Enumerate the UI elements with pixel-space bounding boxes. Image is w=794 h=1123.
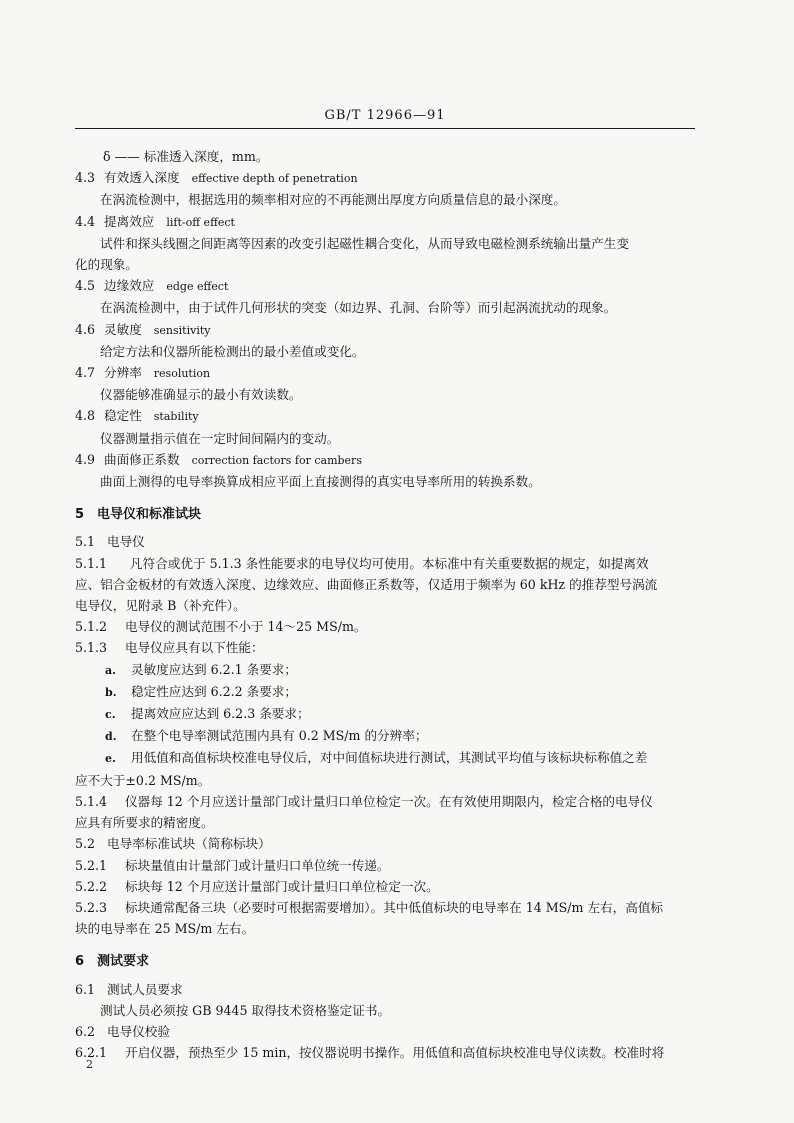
section-number: 6 xyxy=(75,954,85,970)
clause-text: 电导仪应具有以下性能： xyxy=(125,640,264,656)
page-number: 2 xyxy=(86,1058,93,1071)
term-4-9 xyxy=(75,449,699,471)
clause-5-2-2 xyxy=(75,876,699,897)
clause-text: 仪器每 12 个月应送计量部门或计量归口单位检定一次。在有效使用期限内，检定合格的电导仪 xyxy=(125,793,653,809)
clause-number: 4.8 xyxy=(75,408,96,424)
term-definition: 曲面上测得的电导率换算成相应平面上直接测得的真实电导率所用的转换系数。 xyxy=(100,474,541,490)
clause-5-1 xyxy=(75,531,699,552)
list-marker: e. xyxy=(105,752,116,766)
clause-6-2 xyxy=(75,1021,699,1042)
clause-number: 4.5 xyxy=(75,278,96,294)
clause-text: 标块每 12 个月应送计量部门或计量归口单位检定一次。 xyxy=(125,878,439,894)
clause-5-1-1-cont: 电导仪，见附录 B（补充件）。 xyxy=(75,598,246,614)
term-en: resolution xyxy=(153,367,211,381)
list-marker: b. xyxy=(105,685,117,699)
list-text: 在整个电导率测试范围内具有 0.2 MS/m 的分辨率； xyxy=(131,728,428,744)
term-en: edge effect xyxy=(166,280,229,294)
clause-number: 5.1.3 xyxy=(75,640,108,656)
clause-5-1-1 xyxy=(75,553,699,574)
clause-6-1-text: 测试人员必须按 GB 9445 取得技术资格鉴定证书。 xyxy=(100,1002,391,1018)
term-zh: 有效透入深度 xyxy=(104,170,180,186)
clause-number: 4.4 xyxy=(75,213,96,229)
clause-number: 5.2.1 xyxy=(75,857,108,873)
term-zh: 曲面修正系数 xyxy=(104,451,180,467)
list-text: 用低值和高值标块校准电导仪后，对中间值标块进行测试，其测试平均值与该标块标称值之差 xyxy=(131,750,648,766)
list-marker: c. xyxy=(105,708,116,722)
term-definition-cont: 化的现象。 xyxy=(75,257,138,273)
term-en: sensitivity xyxy=(153,323,211,337)
term-definition: 在涡流检测中，根据选用的频率相对应的不再能测出厚度方向质量信息的最小深度。 xyxy=(100,192,566,208)
list-text: 灵敏度应达到 6.2.1 条要求； xyxy=(131,661,297,677)
clause-5-1-1-cont: 应、铝合金板材的有效透入深度、边缘效应、曲面修正系数等，仅适用于频率为 60 kHz 的推荐型号涡流 xyxy=(75,576,658,592)
term-definition: 给定方法和仪器所能检测出的最小差值或变化。 xyxy=(100,343,365,359)
clause-number: 5.1 xyxy=(75,534,96,550)
clause-title: 电导率标准试块（简称标块） xyxy=(107,836,271,852)
clause-number: 4.9 xyxy=(75,451,96,467)
clause-5-2 xyxy=(75,833,699,854)
term-en: effective depth of penetration xyxy=(191,172,358,186)
symbol-definition: δ —— 标准透入深度，mm。 xyxy=(103,149,269,164)
term-zh: 灵敏度 xyxy=(104,321,142,337)
term-definition: 仪器能够准确显示的最小有效读数。 xyxy=(100,387,302,403)
clause-number: 4.7 xyxy=(75,365,96,381)
term-en: lift-off effect xyxy=(166,215,235,229)
section-title: 电导仪和标准试块 xyxy=(97,507,202,523)
clause-title: 电导仪校验 xyxy=(107,1023,170,1039)
page-header: GB/T 12966—91 xyxy=(324,108,446,123)
clause-5-1-4 xyxy=(75,791,699,812)
term-4-7 xyxy=(75,362,699,384)
term-zh: 提离效应 xyxy=(104,213,155,229)
list-item-a xyxy=(75,659,699,681)
clause-title: 电导仪 xyxy=(107,534,145,550)
term-zh: 边缘效应 xyxy=(104,278,155,294)
term-zh: 稳定性 xyxy=(104,408,142,424)
section-6-heading xyxy=(75,951,699,972)
clause-5-1-3 xyxy=(75,637,699,658)
list-text: 提离效应应达到 6.2.3 条要求； xyxy=(131,706,310,722)
clause-number: 5.2.2 xyxy=(75,878,108,894)
list-item-c xyxy=(75,703,699,725)
clause-number: 5.1.4 xyxy=(75,793,108,809)
list-item-d xyxy=(75,725,699,747)
term-definition: 仪器测量指示值在一定时间间隔内的变动。 xyxy=(100,430,340,446)
term-definition: 在涡流检测中，由于试件几何形状的突变（如边界、孔洞、台阶等）而引起涡流扰动的现象。 xyxy=(100,300,617,316)
term-4-5 xyxy=(75,275,699,297)
clause-5-1-2 xyxy=(75,616,699,637)
list-item-b xyxy=(75,681,699,703)
clause-number: 5.2.3 xyxy=(75,899,108,915)
clause-text: 凡符合或优于 5.1.3 条性能要求的电导仪均可使用。本标准中有关重要数据的规定，如提离效 xyxy=(130,555,649,571)
term-definition: 试件和探头线圈之间距离等因素的改变引起磁性耦合变化，从而导致电磁检测系统输出量产生变 xyxy=(100,235,629,251)
clause-number: 5.1.2 xyxy=(75,619,108,635)
term-4-6 xyxy=(75,319,699,341)
clause-number: 6.2.1 xyxy=(75,1045,108,1061)
term-4-4 xyxy=(75,211,699,233)
clause-text: 开启仪器，预热至少 15 min，按仪器说明书操作。用低值和高值标块校准电导仪读数。校准时将 xyxy=(125,1045,665,1061)
list-item-e-cont: 应不大于±0.2 MS/m。 xyxy=(75,772,211,788)
clause-5-1-4-cont: 应具有所要求的精密度。 xyxy=(75,815,214,831)
term-en: correction factors for cambers xyxy=(191,453,362,467)
clause-number: 6.2 xyxy=(75,1023,96,1039)
section-5-heading xyxy=(75,504,699,525)
term-4-3 xyxy=(75,167,699,189)
clause-6-2-1 xyxy=(75,1042,699,1063)
clause-number: 4.3 xyxy=(75,170,96,186)
list-item-e xyxy=(75,747,699,769)
term-4-8 xyxy=(75,405,699,427)
clause-text: 标块通常配备三块（必要时可根据需要增加）。其中低值标块的电导率在 14 MS/m 左右，高值标 xyxy=(125,899,664,915)
clause-text: 电导仪的测试范围不小于 14～25 MS/m。 xyxy=(125,619,367,635)
section-title: 测试要求 xyxy=(97,954,150,970)
clause-title: 测试人员要求 xyxy=(107,981,183,997)
document-body xyxy=(75,146,699,1063)
clause-number: 6.1 xyxy=(75,981,96,997)
clause-text: 标块量值由计量部门或计量归口单位统一传递。 xyxy=(125,857,390,873)
clause-5-2-1 xyxy=(75,855,699,876)
term-zh: 分辨率 xyxy=(104,365,142,381)
list-text: 稳定性应达到 6.2.2 条要求； xyxy=(131,683,297,699)
clause-number: 5.2 xyxy=(75,836,96,852)
clause-5-2-3 xyxy=(75,897,699,918)
header-rule xyxy=(75,128,695,129)
list-marker: d. xyxy=(105,730,117,744)
list-marker: a. xyxy=(105,663,116,677)
clause-number: 5.1.1 xyxy=(75,555,108,571)
clause-number: 4.6 xyxy=(75,321,96,337)
clause-6-1 xyxy=(75,979,699,1000)
term-en: stability xyxy=(153,410,199,424)
clause-5-2-3-cont: 块的电导率在 25 MS/m 左右。 xyxy=(75,921,255,937)
section-number: 5 xyxy=(75,507,85,523)
